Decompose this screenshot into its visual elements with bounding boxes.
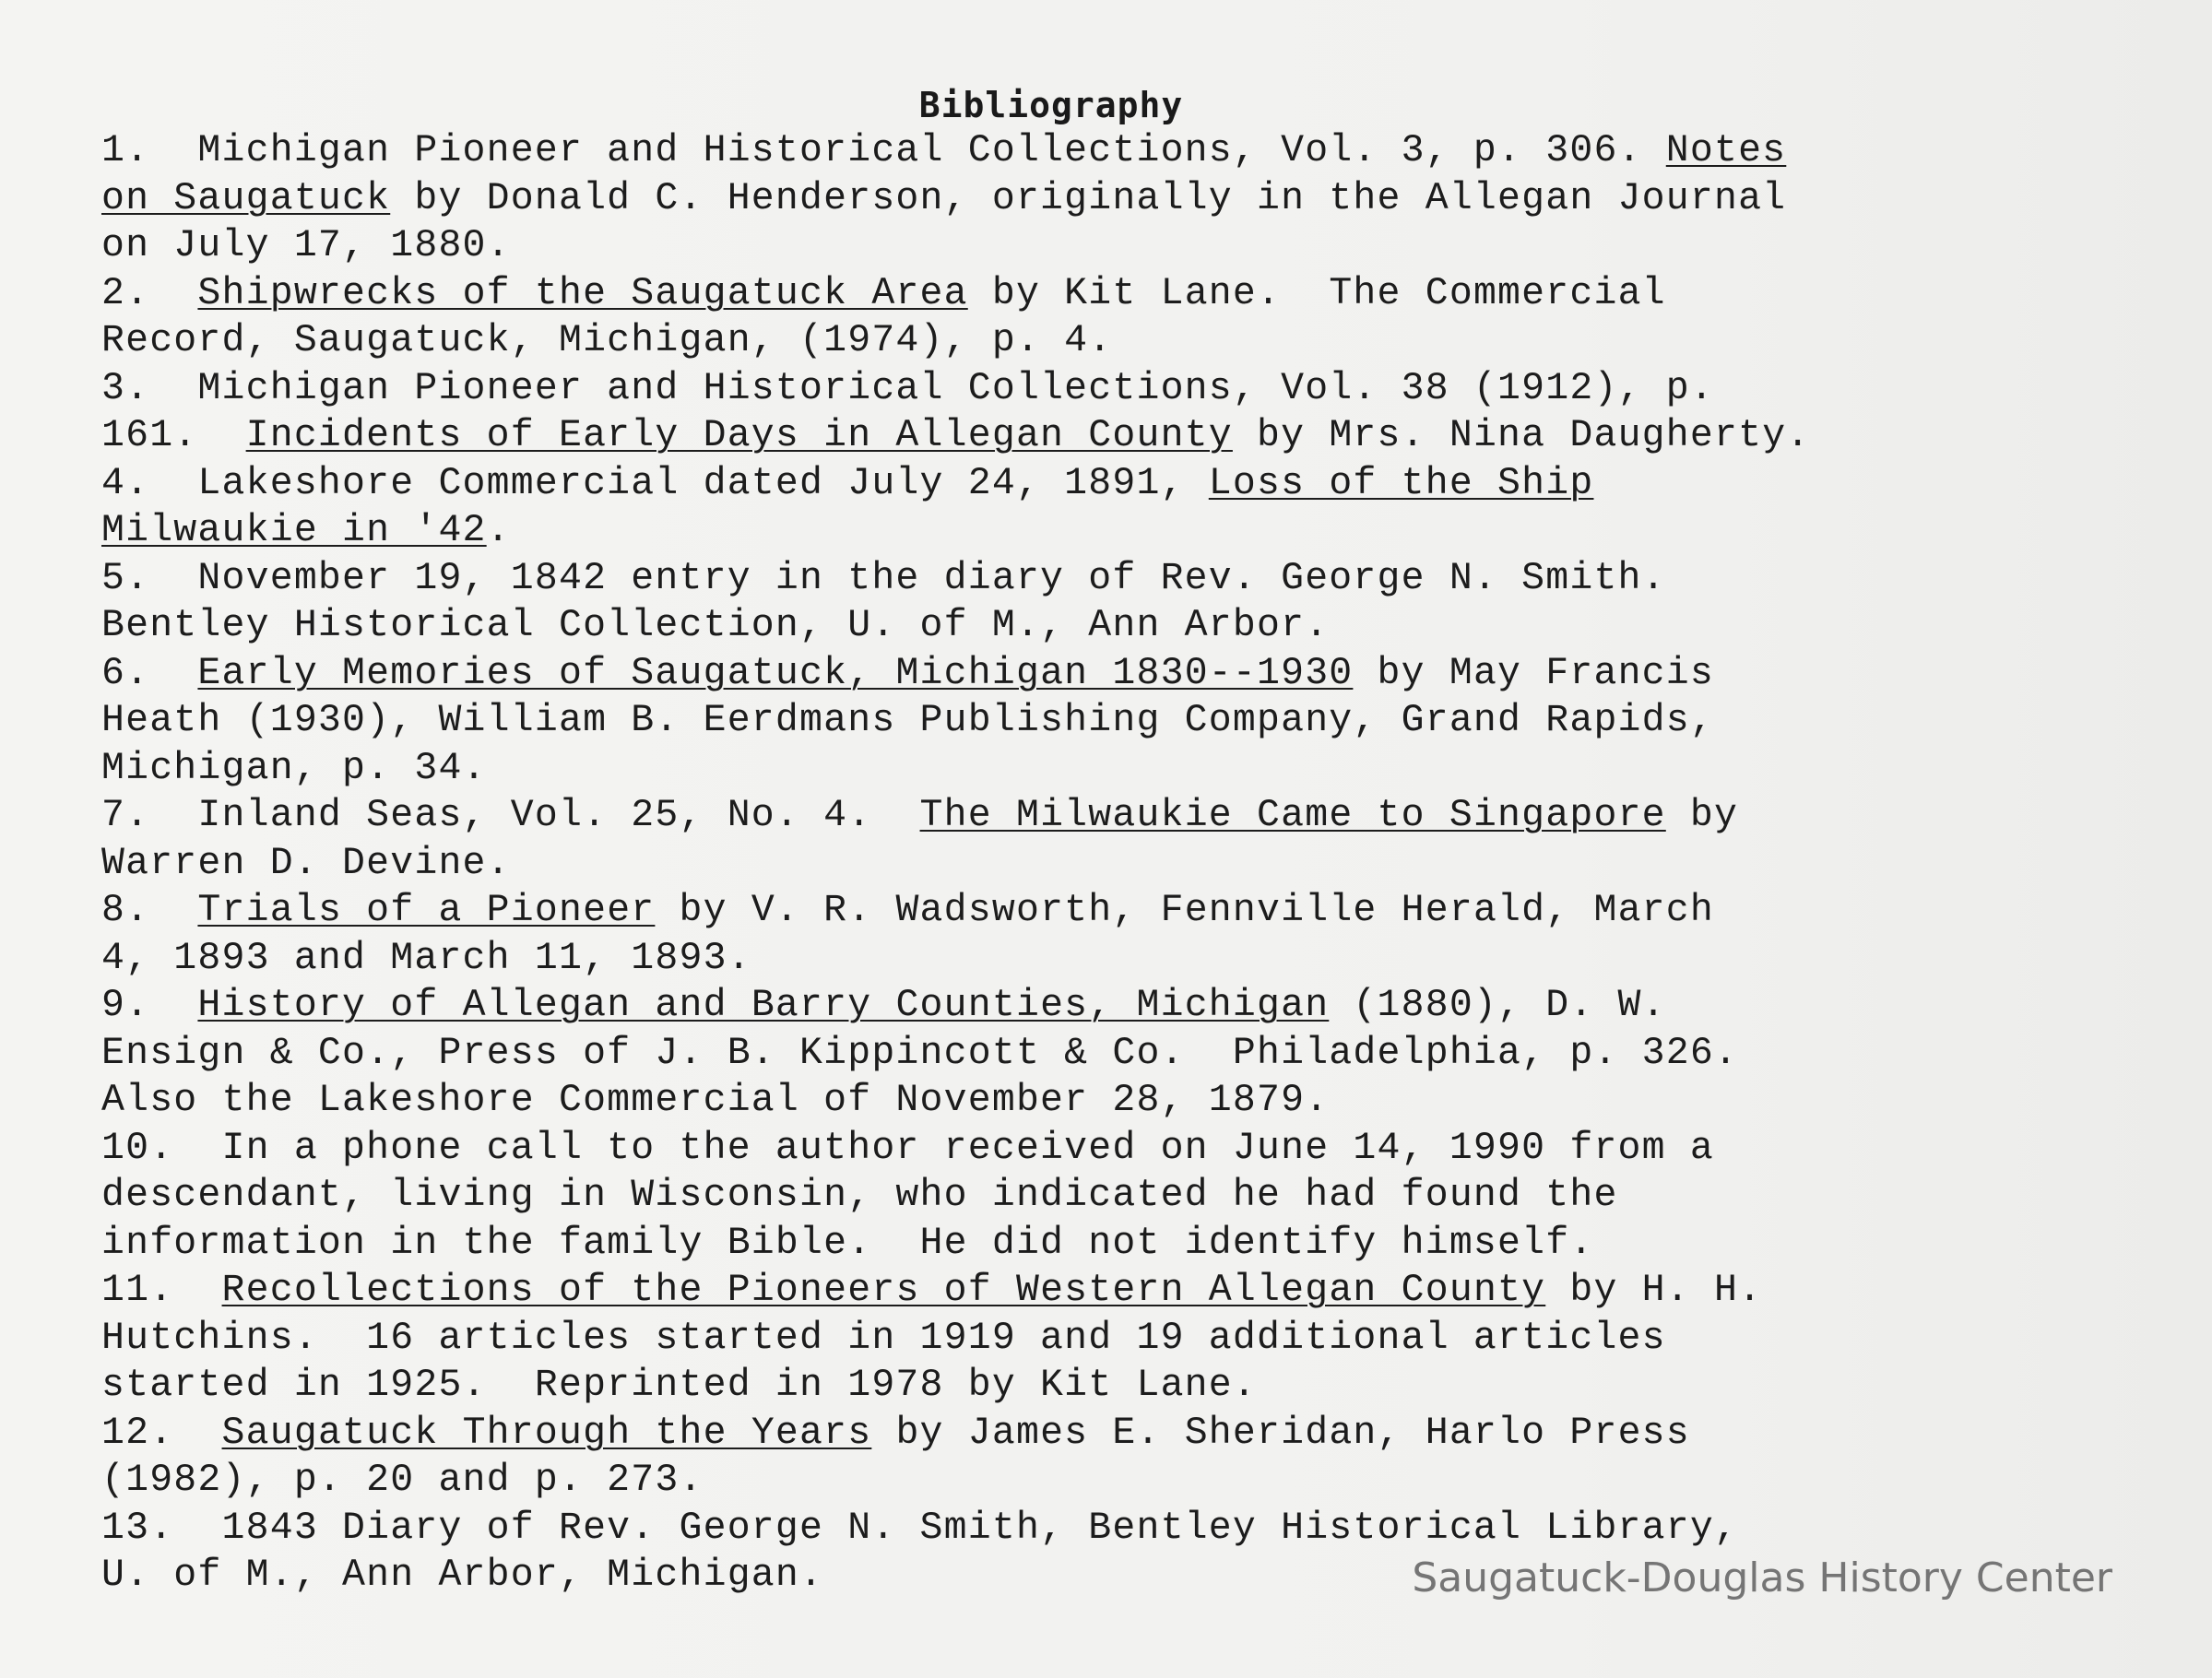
citation-title: Early Memories of Saugatuck, Michigan 1830--1930 [197,651,1354,695]
bibliography-line: 10. In a phone call to the author received on June 14, 1990 from a [101,1126,1714,1170]
bibliography-line: on July 17, 1880. [101,224,511,267]
bibliography-line: 3. Michigan Pioneer and Historical Collections, Vol. 38 (1912), p. [101,366,1714,410]
citation-title: Recollections of the Pioneers of Western Allegan County [221,1269,1546,1312]
bibliography-line: 8. Trials of a Pioneer by V. R. Wadsworth, Fennville Herald, March [101,889,1714,932]
bibliography-line: Ensign & Co., Press of J. B. Kippincott & Co. Philadelphia, p. 326. [101,1031,1739,1075]
bibliography-line: Also the Lakeshore Commercial of November 28, 1879. [101,1079,1330,1122]
bibliography-line: Record, Saugatuck, Michigan, (1974), p. 4. [101,319,1113,362]
bibliography-line: 7. Inland Seas, Vol. 25, No. 4. The Milwaukie Came to Singapore by [101,794,1739,837]
bibliography-line: Heath (1930), William B. Eerdmans Publishing Company, Grand Rapids, [101,699,1714,742]
bibliography-line: Milwaukie in '42. [101,509,511,552]
bibliography-line: descendant, living in Wisconsin, who indicated he had found the [101,1174,1618,1217]
bibliography-line: 6. Early Memories of Saugatuck, Michigan 1830--1930 by May Francis [101,651,1714,695]
citation-title: Milwaukie in '42 [101,509,487,552]
citation-title: Shipwrecks of the Saugatuck Area [197,271,968,315]
bibliography-line: 9. History of Allegan and Barry Counties, Michigan (1880), D. W. [101,984,1666,1027]
bibliography-line: started in 1925. Reprinted in 1978 by Kit Lane. [101,1364,1257,1407]
bibliography-line: 2. Shipwrecks of the Saugatuck Area by Kit Lane. The Commercial [101,271,1666,315]
bibliography-line: Michigan, p. 34. [101,746,487,790]
bibliography-line: 12. Saugatuck Through the Years by James E. Sheridan, Harlo Press [101,1411,1690,1455]
citation-title: Trials of a Pioneer [197,889,656,932]
bibliography-line: 5. November 19, 1842 entry in the diary of Rev. George N. Smith. [101,556,1666,600]
bibliography-line: 11. Recollections of the Pioneers of Western Allegan County by H. H. [101,1269,1763,1312]
page-title: Bibliography [918,85,1184,125]
bibliography-line: 13. 1843 Diary of Rev. George N. Smith, Bentley Historical Library, [101,1506,1739,1550]
bibliography-line: on Saugatuck by Donald C. Henderson, originally in the Allegan Journal [101,176,1787,220]
bibliography-list [101,127,2176,1600]
citation-title: Incidents of Early Days in Allegan County [245,414,1233,457]
citation-title: History of Allegan and Barry Counties, Michigan [197,984,1330,1027]
citation-title: The Milwaukie Came to Singapore [919,794,1666,837]
bibliography-line: 1. Michigan Pioneer and Historical Collections, Vol. 3, p. 306. Notes [101,129,1787,172]
citation-title: Notes [1665,129,1787,172]
watermark: Saugatuck-Douglas History Center [1412,1554,2112,1601]
bibliography-line: Hutchins. 16 articles started in 1919 and 19 additional articles [101,1316,1666,1360]
citation-title: on Saugatuck [101,176,391,220]
bibliography-line: Warren D. Devine. [101,841,511,885]
bibliography-line: 4. Lakeshore Commercial dated July 24, 1891, Loss of the Ship [101,461,1594,505]
bibliography-line: 161. Incidents of Early Days in Allegan County by Mrs. Nina Daugherty. [101,414,1811,457]
citation-title: Loss of the Ship [1208,461,1594,505]
citation-title: Saugatuck Through the Years [221,1411,872,1455]
bibliography-line: Bentley Historical Collection, U. of M., Ann Arbor. [101,604,1330,647]
bibliography-line: 4, 1893 and March 11, 1893. [101,936,751,980]
bibliography-line: (1982), p. 20 and p. 273. [101,1459,704,1502]
bibliography-line: information in the family Bible. He did not identify himself. [101,1221,1594,1265]
bibliography-line: U. of M., Ann Arbor, Michigan. [101,1554,824,1597]
